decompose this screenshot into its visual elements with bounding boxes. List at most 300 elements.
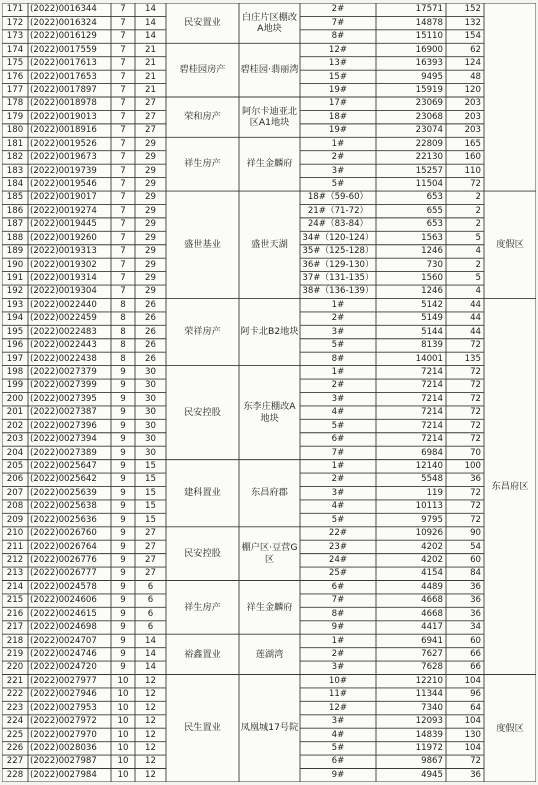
month-cell: 7 xyxy=(120,219,126,230)
permit-cell: (2022)0016344 xyxy=(30,4,97,15)
seq-cell: 188 xyxy=(6,232,24,243)
units-cell: 130 xyxy=(464,729,481,740)
area-sqm-cell: 15257 xyxy=(415,165,443,176)
area-sqm-cell: 653 xyxy=(426,192,443,203)
seq-cell: 198 xyxy=(6,367,24,378)
units-cell: 72 xyxy=(470,407,481,418)
month-cell: 9 xyxy=(120,367,126,378)
seq-cell: 215 xyxy=(6,595,24,606)
day-cell: 6 xyxy=(147,622,154,633)
building-cell: 1# xyxy=(331,299,345,310)
building-cell: 10# xyxy=(328,675,348,686)
day-cell: 29 xyxy=(145,152,156,163)
units-cell: 44 xyxy=(470,313,481,324)
day-cell: 29 xyxy=(145,246,156,257)
units-cell: 72 xyxy=(470,178,481,189)
day-cell: 27 xyxy=(145,125,156,136)
units-cell: 120 xyxy=(464,84,481,95)
month-cell: 9 xyxy=(120,662,126,673)
permit-cell: (2022)0025638 xyxy=(30,501,97,512)
month-cell: 7 xyxy=(120,138,126,149)
building-cell: 3# xyxy=(331,326,345,337)
building-cell: 21#（71-72） xyxy=(307,205,369,216)
units-cell: 66 xyxy=(470,662,481,673)
seq-cell: 218 xyxy=(6,635,24,646)
building-cell: 5# xyxy=(331,514,345,525)
seq-cell: 221 xyxy=(6,675,24,686)
area-sqm-cell: 11972 xyxy=(415,743,443,754)
day-cell: 29 xyxy=(145,165,156,176)
area-sqm-cell: 9795 xyxy=(421,514,443,525)
district-cell: 度假区 xyxy=(496,239,524,251)
building-cell: 18#（59-60） xyxy=(307,192,369,203)
project-cell: 东昌府郡 xyxy=(251,487,288,499)
day-cell: 30 xyxy=(145,380,156,391)
area-sqm-cell: 119 xyxy=(426,487,443,498)
developer-cell: 碧桂园房产 xyxy=(179,64,226,76)
area-sqm-cell: 5142 xyxy=(421,299,443,310)
day-cell: 21 xyxy=(145,71,156,82)
day-cell: 30 xyxy=(145,393,156,404)
permit-cell: (2022)0022443 xyxy=(30,340,97,351)
seq-cell: 196 xyxy=(6,340,24,351)
permit-cell: (2022)0022440 xyxy=(30,299,97,310)
building-cell: 4# xyxy=(331,729,345,740)
month-cell: 9 xyxy=(120,541,126,552)
day-cell: 15 xyxy=(145,501,156,512)
area-sqm-cell: 12093 xyxy=(415,716,443,727)
building-cell: 12# xyxy=(328,44,348,55)
building-cell: 4# xyxy=(331,407,345,418)
building-cell: 6# xyxy=(331,581,345,592)
units-cell: 72 xyxy=(470,420,481,431)
area-sqm-cell: 15919 xyxy=(415,84,443,95)
month-cell: 7 xyxy=(120,58,126,69)
area-sqm-cell: 4489 xyxy=(421,581,443,592)
seq-cell: 193 xyxy=(6,299,24,310)
building-cell: 3# xyxy=(331,487,345,498)
building-cell: 9# xyxy=(331,769,345,780)
area-sqm-cell: 16393 xyxy=(415,58,443,69)
day-cell: 14 xyxy=(145,635,156,646)
month-cell: 9 xyxy=(120,434,126,445)
month-cell: 10 xyxy=(117,702,129,713)
units-cell: 72 xyxy=(470,393,481,404)
building-cell: 7# xyxy=(331,17,345,28)
building-cell: 19# xyxy=(328,84,348,95)
units-cell: 48 xyxy=(470,71,481,82)
building-cell: 7# xyxy=(331,595,345,606)
day-cell: 12 xyxy=(145,756,156,767)
permit-cell: (2022)0019673 xyxy=(30,152,97,163)
area-sqm-cell: 1563 xyxy=(421,232,443,243)
month-cell: 9 xyxy=(120,595,126,606)
month-cell: 7 xyxy=(120,259,126,270)
seq-cell: 212 xyxy=(6,555,24,566)
month-cell: 9 xyxy=(120,568,126,579)
area-sqm-cell: 4202 xyxy=(421,555,443,566)
month-cell: 9 xyxy=(120,555,126,566)
month-cell: 10 xyxy=(117,689,129,700)
day-cell: 14 xyxy=(145,4,156,15)
month-cell: 7 xyxy=(120,286,126,297)
permit-cell: (2022)0025647 xyxy=(30,461,97,472)
month-cell: 9 xyxy=(120,649,126,660)
permit-cell: (2022)0019017 xyxy=(30,192,97,203)
units-cell: 2 xyxy=(475,259,481,270)
district-cell: 度假区 xyxy=(496,722,524,734)
permit-cell: (2022)0027389 xyxy=(30,447,97,458)
month-cell: 7 xyxy=(120,246,126,257)
building-cell: 15# xyxy=(328,71,348,82)
day-cell: 27 xyxy=(145,541,156,552)
district-cell xyxy=(484,3,536,191)
units-cell: 203 xyxy=(464,111,481,122)
area-sqm-cell: 4668 xyxy=(421,595,443,606)
seq-cell: 227 xyxy=(6,756,24,767)
area-sqm-cell: 7214 xyxy=(421,380,443,391)
day-cell: 30 xyxy=(145,407,156,418)
day-cell: 6 xyxy=(147,595,154,606)
area-sqm-cell: 11504 xyxy=(415,178,443,189)
area-sqm-cell: 730 xyxy=(426,259,443,270)
area-sqm-cell: 5144 xyxy=(421,326,443,337)
building-cell: 35#（125-128） xyxy=(302,246,374,257)
day-cell: 26 xyxy=(145,299,156,310)
building-cell: 37#（131-135） xyxy=(302,273,374,283)
developer-cell: 民安控股 xyxy=(184,547,221,559)
building-cell: 5# xyxy=(331,743,345,754)
month-cell: 9 xyxy=(120,635,126,646)
seq-cell: 182 xyxy=(6,152,24,163)
permit-cell: (2022)0016129 xyxy=(30,31,97,42)
area-sqm-cell: 7214 xyxy=(421,420,443,431)
area-sqm-cell: 23069 xyxy=(415,98,443,109)
day-cell: 12 xyxy=(145,702,156,713)
day-cell: 27 xyxy=(145,98,156,109)
seq-cell: 195 xyxy=(6,326,24,337)
day-cell: 14 xyxy=(145,662,156,673)
units-cell: 72 xyxy=(470,434,481,445)
units-cell: 165 xyxy=(464,138,481,149)
month-cell: 7 xyxy=(120,152,126,163)
month-cell: 9 xyxy=(120,447,126,458)
building-cell: 19# xyxy=(328,125,348,136)
seq-cell: 190 xyxy=(6,259,24,270)
building-cell: 8# xyxy=(331,353,345,364)
permit-cell: (2022)0024606 xyxy=(30,595,97,606)
month-cell: 7 xyxy=(120,178,126,189)
project-cell: 祥生金麟府 xyxy=(246,158,293,170)
permit-cell: (2022)0017897 xyxy=(30,84,97,95)
building-cell: 24#（83-84） xyxy=(307,219,369,230)
units-cell: 135 xyxy=(464,353,481,364)
day-cell: 30 xyxy=(145,420,156,431)
building-cell: 18# xyxy=(328,111,348,122)
project-cell: 阿尔卡迪亚北区A1地块 xyxy=(241,105,298,129)
building-cell: 5# xyxy=(331,420,345,431)
seq-cell: 203 xyxy=(6,434,24,445)
permit-cell: (2022)0019304 xyxy=(30,286,97,297)
day-cell: 29 xyxy=(145,232,156,243)
seq-cell: 177 xyxy=(6,84,24,95)
permit-cell: (2022)0025636 xyxy=(30,514,97,525)
area-sqm-cell: 4417 xyxy=(421,622,443,633)
area-sqm-cell: 1246 xyxy=(421,246,443,257)
permit-cell: (2022)0026777 xyxy=(30,568,97,579)
units-cell: 62 xyxy=(470,44,481,55)
seq-cell: 206 xyxy=(6,474,24,485)
building-cell: 7# xyxy=(331,447,345,458)
permit-cell: (2022)0019302 xyxy=(30,259,97,270)
seq-cell: 216 xyxy=(6,608,24,619)
permit-cell: (2022)0018916 xyxy=(30,125,97,136)
units-cell: 72 xyxy=(470,367,481,378)
building-cell: 3# xyxy=(331,662,345,673)
seq-cell: 185 xyxy=(6,192,24,203)
units-cell: 34 xyxy=(470,622,481,633)
seq-cell: 192 xyxy=(6,286,24,297)
developer-cell: 民安控股 xyxy=(184,406,221,418)
permit-cell: (2022)0027379 xyxy=(30,367,97,378)
developer-cell: 祥生房产 xyxy=(184,601,221,613)
building-cell: 5# xyxy=(331,178,345,189)
units-cell: 110 xyxy=(464,165,481,176)
area-sqm-cell: 5149 xyxy=(421,313,443,324)
month-cell: 9 xyxy=(120,380,126,391)
day-cell: 27 xyxy=(145,568,156,579)
seq-cell: 183 xyxy=(6,165,24,176)
units-cell: 5 xyxy=(475,232,481,243)
seq-cell: 219 xyxy=(6,649,24,660)
units-cell: 66 xyxy=(470,649,481,660)
permit-cell: (2022)0027399 xyxy=(30,380,97,391)
permit-cell: (2022)0027394 xyxy=(30,434,97,445)
permit-cell: (2022)0019526 xyxy=(30,138,97,149)
month-cell: 9 xyxy=(120,528,126,539)
building-cell: 25# xyxy=(328,568,348,579)
units-cell: 4 xyxy=(475,246,481,257)
day-cell: 29 xyxy=(145,138,156,149)
day-cell: 29 xyxy=(145,178,156,189)
area-sqm-cell: 14839 xyxy=(415,729,443,740)
seq-cell: 200 xyxy=(6,393,24,404)
project-cell: 凤凰城17号院 xyxy=(240,722,299,734)
area-sqm-cell: 7628 xyxy=(421,662,443,673)
seq-cell: 202 xyxy=(6,420,24,431)
day-cell: 29 xyxy=(145,273,156,283)
units-cell: 2 xyxy=(475,205,481,216)
seq-cell: 220 xyxy=(6,662,24,673)
area-sqm-cell: 7214 xyxy=(421,393,443,404)
day-cell: 29 xyxy=(145,192,156,203)
seq-cell: 199 xyxy=(6,380,24,391)
building-cell: 4# xyxy=(331,501,345,512)
units-cell: 104 xyxy=(464,675,481,686)
permit-cell: (2022)0024698 xyxy=(30,622,97,633)
units-cell: 2 xyxy=(475,192,481,203)
units-cell: 72 xyxy=(470,514,481,525)
units-cell: 154 xyxy=(464,31,481,42)
day-cell: 6 xyxy=(147,608,154,619)
units-cell: 90 xyxy=(470,528,481,539)
seq-cell: 217 xyxy=(6,622,24,633)
area-sqm-cell: 7627 xyxy=(421,649,443,660)
permit-cell: (2022)0027984 xyxy=(30,769,97,780)
building-cell: 9# xyxy=(331,622,345,633)
month-cell: 7 xyxy=(120,125,126,136)
units-cell: 104 xyxy=(464,743,481,754)
seq-cell: 191 xyxy=(6,273,24,283)
units-cell: 5 xyxy=(475,273,481,283)
units-cell: 132 xyxy=(464,17,481,28)
month-cell: 10 xyxy=(117,716,129,727)
units-cell: 72 xyxy=(470,340,481,351)
area-sqm-cell: 7214 xyxy=(421,407,443,418)
day-cell: 12 xyxy=(145,689,156,700)
building-cell: 17# xyxy=(328,98,348,109)
seq-cell: 223 xyxy=(6,702,24,713)
permit-cell: (2022)0027946 xyxy=(30,689,97,700)
permit-cell: (2022)0022459 xyxy=(30,313,97,324)
seq-cell: 186 xyxy=(6,205,24,216)
building-cell: 6# xyxy=(331,756,345,767)
area-sqm-cell: 14878 xyxy=(415,17,443,28)
area-sqm-cell: 12210 xyxy=(415,675,443,686)
units-cell: 60 xyxy=(470,635,481,646)
month-cell: 9 xyxy=(120,474,126,485)
seq-cell: 180 xyxy=(6,125,24,136)
month-cell: 9 xyxy=(120,487,126,498)
month-cell: 7 xyxy=(120,165,126,176)
month-cell: 7 xyxy=(120,98,126,109)
month-cell: 9 xyxy=(120,622,126,633)
month-cell: 9 xyxy=(120,461,126,472)
permit-cell: (2022)0027953 xyxy=(30,702,97,713)
building-cell: 2# xyxy=(331,313,345,324)
area-sqm-cell: 6984 xyxy=(421,447,443,458)
permit-cell: (2022)0027396 xyxy=(30,420,97,431)
permit-cell: (2022)0019445 xyxy=(30,219,97,230)
units-cell: 36 xyxy=(470,474,481,485)
month-cell: 10 xyxy=(117,743,129,754)
area-sqm-cell: 9867 xyxy=(421,756,443,767)
month-cell: 7 xyxy=(120,111,126,122)
month-cell: 7 xyxy=(120,192,126,203)
area-sqm-cell: 7214 xyxy=(421,434,443,445)
building-cell: 2# xyxy=(331,649,345,660)
day-cell: 26 xyxy=(145,326,156,337)
area-sqm-cell: 22809 xyxy=(415,138,443,149)
day-cell: 15 xyxy=(145,461,156,472)
day-cell: 21 xyxy=(145,44,156,55)
month-cell: 7 xyxy=(120,17,126,28)
project-cell: 盛世天湖 xyxy=(251,238,288,250)
developer-cell: 民安置业 xyxy=(184,17,221,29)
project-cell: 祥生金麟府 xyxy=(246,601,293,613)
month-cell: 7 xyxy=(120,71,126,82)
units-cell: 60 xyxy=(470,555,481,566)
permit-cell: (2022)0024615 xyxy=(30,608,97,619)
area-sqm-cell: 10113 xyxy=(415,501,443,512)
developer-cell: 民生置业 xyxy=(184,722,221,734)
seq-cell: 189 xyxy=(6,246,24,257)
area-sqm-cell: 6941 xyxy=(421,635,443,646)
seq-cell: 174 xyxy=(6,44,24,55)
day-cell: 12 xyxy=(145,675,156,686)
developer-cell: 祥生房产 xyxy=(184,158,221,170)
area-sqm-cell: 10926 xyxy=(415,528,443,539)
area-sqm-cell: 655 xyxy=(426,205,443,216)
month-cell: 9 xyxy=(120,407,126,418)
developer-cell: 盛世基业 xyxy=(184,238,221,250)
permit-cell: (2022)0026764 xyxy=(30,541,97,552)
units-cell: 36 xyxy=(470,608,481,619)
units-cell: 152 xyxy=(464,4,481,15)
month-cell: 7 xyxy=(120,4,126,15)
day-cell: 27 xyxy=(145,111,156,122)
seq-cell: 187 xyxy=(6,219,24,230)
permit-cell: (2022)0022438 xyxy=(30,353,97,364)
area-sqm-cell: 1246 xyxy=(421,286,443,297)
month-cell: 10 xyxy=(117,729,129,740)
seq-cell: 181 xyxy=(6,138,24,149)
day-cell: 26 xyxy=(145,313,156,324)
units-cell: 72 xyxy=(470,756,481,767)
seq-cell: 213 xyxy=(6,568,24,579)
day-cell: 21 xyxy=(145,58,156,69)
building-cell: 24# xyxy=(328,555,348,566)
day-cell: 12 xyxy=(145,716,156,727)
building-cell: 1# xyxy=(331,367,345,378)
day-cell: 12 xyxy=(145,769,156,780)
seq-cell: 210 xyxy=(6,528,24,539)
area-sqm-cell: 8139 xyxy=(421,340,443,351)
month-cell: 9 xyxy=(120,393,126,404)
project-cell: 白庄片区棚改A地块 xyxy=(241,11,298,35)
units-cell: 72 xyxy=(470,380,481,391)
units-cell: 44 xyxy=(470,299,481,310)
seq-cell: 204 xyxy=(6,447,24,458)
units-cell: 124 xyxy=(464,58,481,69)
permit-cell: (2022)0018978 xyxy=(30,98,97,109)
seq-cell: 209 xyxy=(6,514,24,525)
building-cell: 36#（129-130） xyxy=(302,259,374,270)
permit-cell: (2022)0027987 xyxy=(30,756,97,767)
permit-cell: (2022)0017653 xyxy=(30,71,97,82)
area-sqm-cell: 4668 xyxy=(421,608,443,619)
permit-cell: (2022)0024746 xyxy=(30,649,97,660)
project-cell: 棚户区·豆营G区 xyxy=(241,542,298,565)
seq-cell: 184 xyxy=(6,178,24,189)
developer-cell: 荣和房产 xyxy=(184,111,221,123)
seq-cell: 175 xyxy=(6,58,24,69)
day-cell: 29 xyxy=(145,205,156,216)
area-sqm-cell: 17571 xyxy=(415,4,443,15)
area-sqm-cell: 653 xyxy=(426,219,443,230)
developer-cell: 建科置业 xyxy=(184,487,221,499)
building-cell: 1# xyxy=(331,461,345,472)
seq-cell: 173 xyxy=(6,31,24,42)
day-cell: 27 xyxy=(145,528,156,539)
seq-cell: 226 xyxy=(6,743,24,754)
building-cell: 34#（120-124） xyxy=(302,232,374,243)
area-sqm-cell: 23068 xyxy=(415,111,443,122)
area-sqm-cell: 4202 xyxy=(421,541,443,552)
permit-cell: (2022)0025642 xyxy=(30,474,97,485)
day-cell: 14 xyxy=(145,31,156,42)
permit-cell: (2022)0019013 xyxy=(30,111,97,122)
